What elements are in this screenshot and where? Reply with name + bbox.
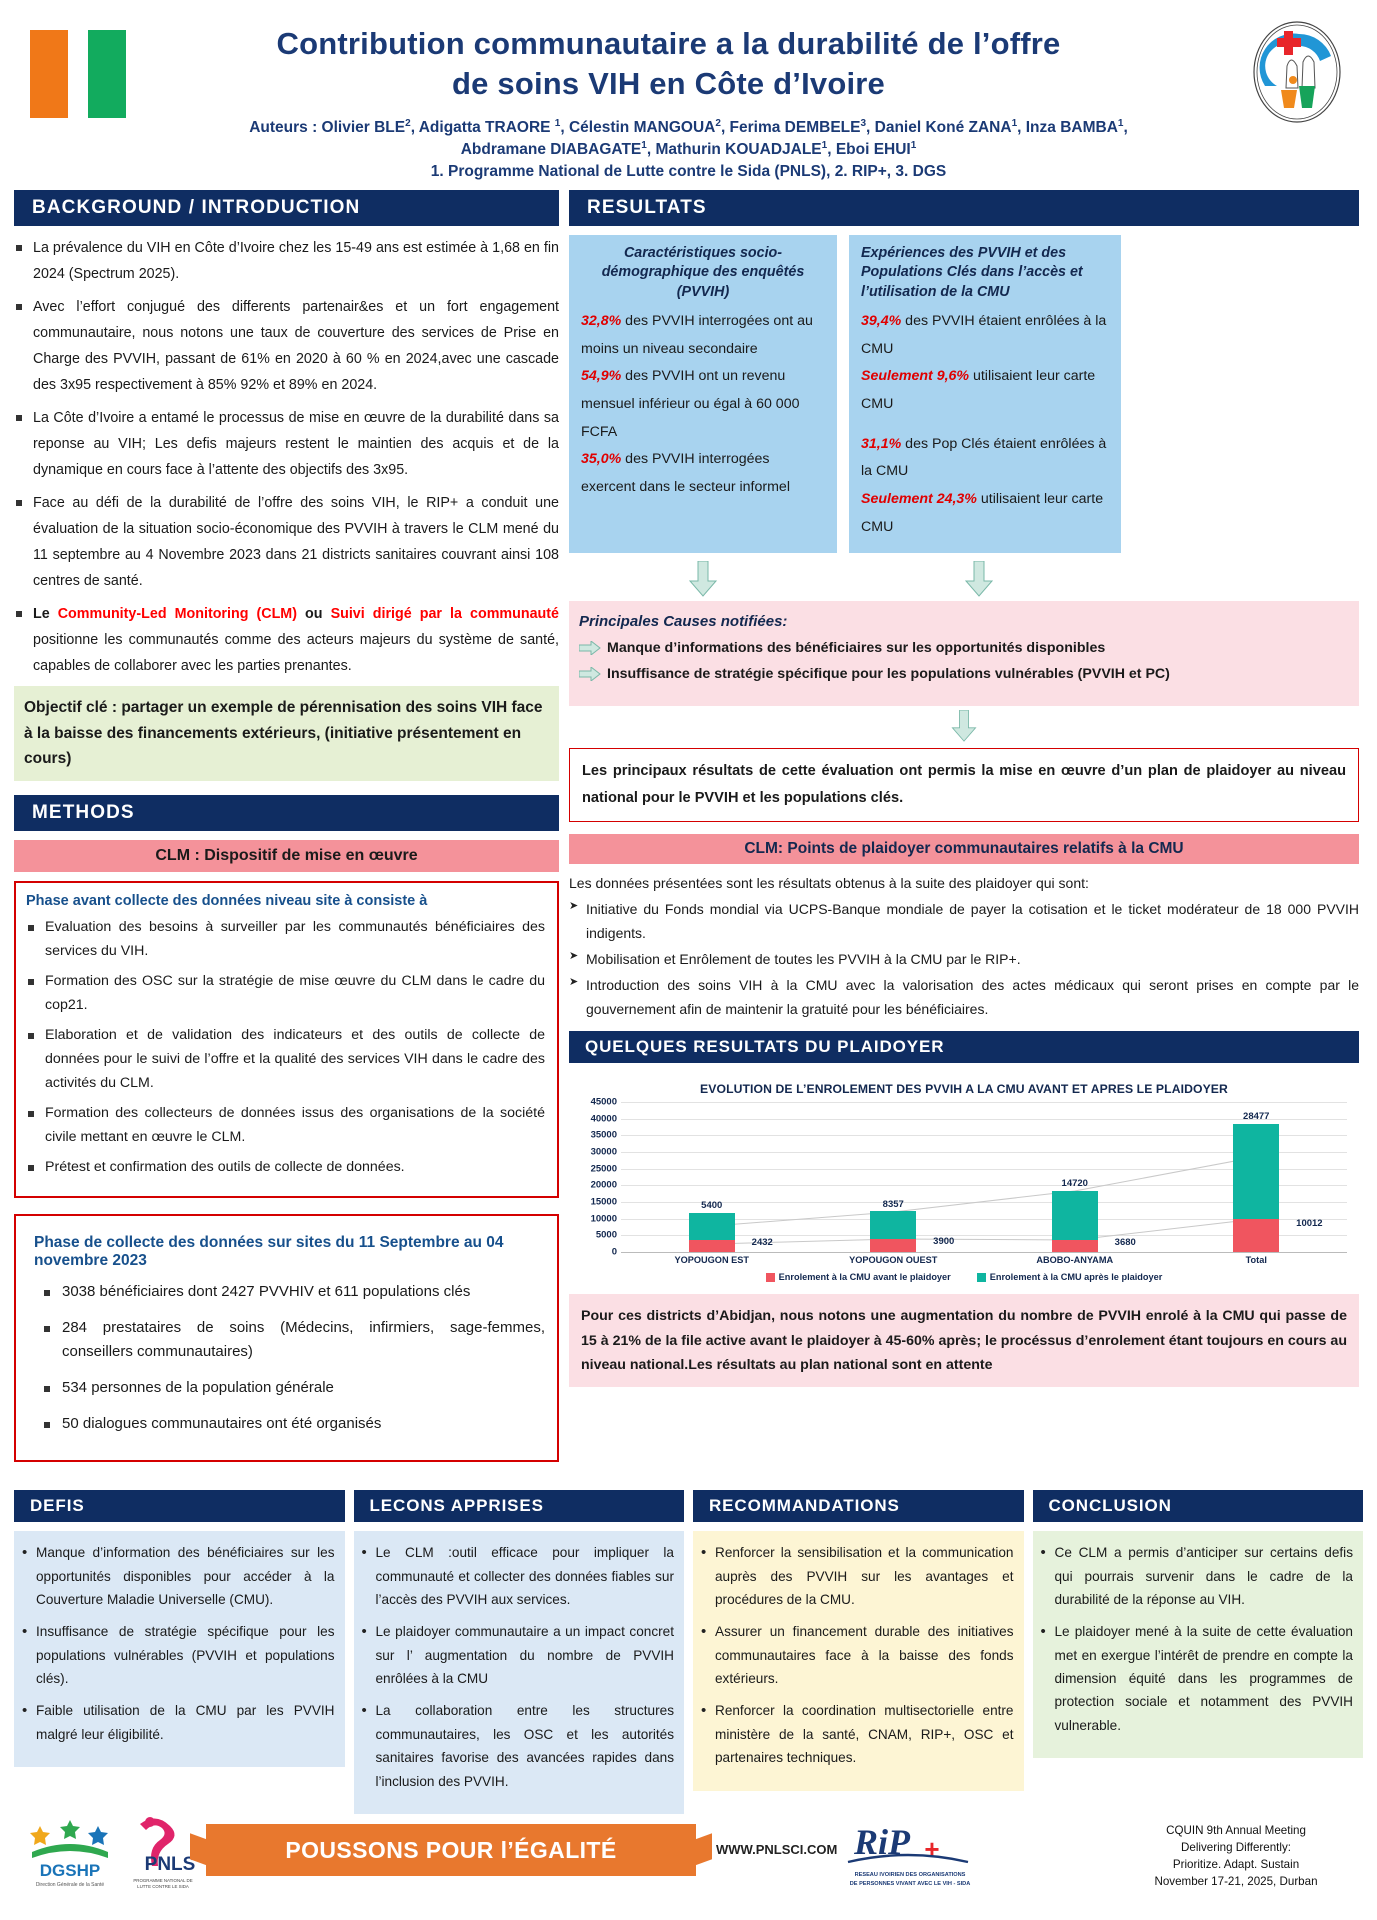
y-tick-label: 25000: [590, 1163, 617, 1175]
ministry-health-logo-icon: [1241, 16, 1353, 128]
down-arrow-icon: [950, 710, 978, 742]
flag-stripe-green: [88, 30, 126, 118]
banner-text: POUSSONS POUR l’ÉGALITÉ: [285, 1836, 617, 1863]
legend-swatch-icon: [766, 1273, 775, 1282]
bar-segment-after: [1052, 1191, 1098, 1240]
bar-label-before: 10012: [1296, 1217, 1323, 1229]
bar-segment-after: [1233, 1124, 1279, 1219]
clm-red-term-2: Suivi dirigé par la communauté: [330, 606, 559, 623]
y-tick-label: 5000: [595, 1229, 617, 1241]
stat-line: [861, 308, 1109, 363]
lecons-body: [354, 1531, 685, 1814]
list-item: ➤ Initiative du Fonds mondial via UCPS-Banque mondiale de payer la cotisation et le ticket modérateur de 18 000 PVVIH indigents.: [569, 897, 1359, 945]
arrow-slot-right: [837, 561, 1121, 597]
list-item: Formation des collecteurs de données issus des organisations de la société civile mettant en œuvre le CLM.: [26, 1101, 545, 1150]
list-item: • Renforcer la sensibilisation et la communication auprès des PVVIH sur les avantages et procédures de la CMU.: [699, 1541, 1014, 1611]
cause-item: [579, 666, 1345, 682]
causes-title: Principales Causes notifiées:: [579, 613, 788, 631]
x-axis-labels: [621, 1255, 1347, 1265]
bar-slot-yopougon-est: [621, 1102, 803, 1252]
bar-label-after: 28477: [1243, 1111, 1270, 1123]
list-item: • La collaboration entre les structures communautaires, les OSC et les autorités sanitaires favorise des avancées rapides dans l’inclusion des PVVIH.: [360, 1699, 675, 1793]
chart-legend: [575, 1272, 1353, 1282]
list-item: Avec l’effort conjugué des differents partenair&es et un fort engagement communautaire, nous notons une taux de couverture des services de Prise en Charge des PVVIH, passant de 61% en 2020 à 60 % en 2024,avec une cascade des 3x95 respectivement à 85% 92% et 89% en 2024.: [14, 294, 559, 398]
stat-label: utilisaient leur carte CMU: [861, 368, 1096, 412]
poster-title-line-1: Contribution communautaire a la durabilité de l’offre: [276, 26, 1061, 61]
key-objective-box: Objectif clé : partager un exemple de pérennisation des soins VIH face à la baisse des financements extérieurs, (initiative présentement en cours): [14, 686, 559, 781]
x-tick-label: YOPOUGON EST: [674, 1255, 750, 1266]
section-header-background: BACKGROUND / INTRODUCTION: [14, 190, 559, 226]
legend-entry-before: [766, 1272, 951, 1282]
section-header-defis: DEFIS: [14, 1490, 345, 1522]
legend-entry-after: [977, 1272, 1163, 1282]
stacked-bar: [1052, 1191, 1098, 1252]
stat-label: des PVVIH interrogées exercent dans le secteur informel: [581, 451, 790, 496]
stat-value: 32,8%: [581, 312, 622, 329]
x-tick-label: Total: [1245, 1255, 1267, 1266]
list-item: Elaboration et de validation des indicateurs et des outils de collecte de données pour le suivi de l’offre et la qualité des services VIH dans le cadre des activités du CLM.: [26, 1023, 545, 1096]
socio-demographic-card: [569, 235, 837, 553]
resultats-cards: [569, 235, 1359, 553]
bar-segment-after: [870, 1211, 916, 1239]
svg-text:LUTTE CONTRE LE SIDA: LUTTE CONTRE LE SIDA: [137, 1884, 189, 1889]
list-item: • Le CLM :outil efficace pour impliquer la communauté et collecter des données fiables sur l’accès des PVVIH aux services.: [360, 1541, 675, 1611]
enrolment-chart: [569, 1072, 1359, 1284]
main-results-conclusion-box: Les principaux résultats de cette évaluation ont permis la mise en œuvre d’un plan de plaidoyer au niveau national pour le PVVIH et les populations clés.: [569, 748, 1359, 822]
phase2-list: [26, 1280, 545, 1436]
conclusion-list: [1039, 1541, 1354, 1737]
y-tick-label: 0: [611, 1246, 617, 1258]
bar-segment-before: [870, 1239, 916, 1252]
stat-label: des PVVIH ont un revenu mensuel inférieur ou égal à 60 000 FCFA: [581, 368, 800, 440]
stat-value: Seulement 9,6%: [861, 368, 970, 385]
defis-body: [14, 1531, 345, 1767]
list-item: • Assurer un financement durable des initiatives communautaires face à la baisse des fonds extérieurs.: [699, 1620, 1014, 1690]
svg-text:DE PERSONNES VIVANT AVEC LE VI: DE PERSONNES VIVANT AVEC LE VIH - SIDA: [849, 1881, 971, 1887]
affiliations: 1. Programme National de Lutte contre le Sida (PNLS), 2. RIP+, 3. DGS: [430, 162, 947, 180]
list-item: 534 personnes de la population générale: [38, 1376, 545, 1400]
y-tick-label: 45000: [590, 1096, 617, 1108]
y-tick-label: 40000: [590, 1113, 617, 1125]
right-arrow-icon: [579, 667, 601, 681]
stat-line: [581, 363, 825, 446]
bar-label-before: 2432: [751, 1237, 773, 1249]
bar-label-after: 5400: [701, 1200, 723, 1212]
svg-text:Direction Générale de la Santé: Direction Générale de la Santé: [35, 1882, 105, 1888]
card-title: Caractéristiques socio-démographique des enquêtés (PVVIH): [601, 245, 805, 300]
cause-text: Insuffisance de stratégie spécifique pour les populations vulnérables (PVVIH et PC): [607, 666, 1170, 683]
y-tick-label: 20000: [590, 1179, 617, 1191]
conference-info: [1111, 1822, 1361, 1891]
bottom-sections: [0, 1478, 1377, 1814]
svg-text:DGSHP: DGSHP: [39, 1861, 101, 1880]
methods-phase1-box: [14, 881, 559, 1198]
website-url: WWW.PNLSCI.COM: [716, 1842, 838, 1857]
left-column: [14, 190, 559, 1478]
svg-text:RESEAU IVOIRIEN DES ORGANISATI: RESEAU IVOIRIEN DES ORGANISATIONS: [854, 1872, 966, 1878]
conference-line-2: Delivering Differently:: [1181, 1841, 1291, 1855]
right-arrow-icon: [579, 641, 601, 655]
section-header-conclusion: CONCLUSION: [1033, 1490, 1364, 1522]
card-title: Expériences des PVVIH et des Populations Clés dans l’accès et l’utilisation de la CMU: [861, 245, 1083, 300]
clm-pre: Le: [33, 606, 58, 623]
conference-line-4: November 17-21, 2025, Durban: [1154, 1875, 1318, 1889]
list-item: • Le plaidoyer communautaire a un impact concret sur l’ augmentation du nombre de PVVIH enrôlées à la CMU: [360, 1620, 675, 1690]
list-item: ➤ Introduction des soins VIH à la CMU avec la valorisation des actes médicaux qui seront prises en compte par le gouvernement afin de maintenir la gratuité pour les bénéficiaires.: [569, 973, 1359, 1021]
cause-item: [579, 640, 1345, 656]
list-item: Evaluation des besoins à surveiller par les communautés bénéficiaires des services du VIH.: [26, 915, 545, 964]
methods-phase2-box: [14, 1214, 559, 1462]
bar-label-before: 3680: [1114, 1237, 1136, 1249]
chart-plot-area: [590, 1096, 1347, 1258]
list-item: • Insuffisance de stratégie spécifique pour les populations vulnérables (PVVIH et populations clés).: [20, 1620, 335, 1690]
poster-footer: [0, 1802, 1377, 1920]
stat-label: utilisaient leur carte CMU: [861, 491, 1104, 535]
plaidoyer-list: [569, 897, 1359, 1021]
clm-advocacy-points-bar: CLM: Points de plaidoyer communautaires relatifs à la CMU: [569, 834, 1359, 864]
recommandations-body: [693, 1531, 1024, 1790]
x-tick-label: YOPOUGON OUEST: [849, 1255, 938, 1266]
section-recommandations: [693, 1490, 1024, 1790]
legend-swatch-icon: [977, 1273, 986, 1282]
section-conclusion: [1033, 1490, 1364, 1758]
chart-title: EVOLUTION DE L’ENROLEMENT DES PVVIH A LA CMU AVANT ET APRES LE PLAIDOYER: [700, 1082, 1228, 1097]
list-item: • Renforcer la coordination multisectorielle entre ministère de la santé, CNAM, RIP+, OSC et partenaires techniques.: [699, 1699, 1014, 1769]
plaidoyer-results-note: Pour ces districts d’Abidjan, nous notons une augmentation du nombre de PVVIH enrolé à la CMU qui passe de 15 à 21% de la file active avant le plaidoyer à 45-60% après; le procéssus d’enrolement étant toujours en cours au niveau national.Les résultats au plan national sont en attente: [569, 1294, 1359, 1387]
y-tick-label: 10000: [590, 1213, 617, 1225]
legend-label: Enrolement à la CMU après le plaidoyer: [989, 1272, 1163, 1283]
y-tick-label: 30000: [590, 1146, 617, 1158]
poster-body: [0, 190, 1377, 1478]
section-header-plaidoyer-results: QUELQUES RESULTATS DU PLAIDOYER: [569, 1031, 1359, 1063]
list-item: Prétest et confirmation des outils de collecte de données.: [26, 1155, 545, 1179]
list-item: ➤ Mobilisation et Enrôlement de toutes les PVVIH à la CMU par le RIP+.: [569, 947, 1359, 971]
svg-text:+: +: [924, 1834, 940, 1864]
section-header-lecons: LECONS APPRISES: [354, 1490, 685, 1522]
poster-header: [0, 0, 1377, 190]
section-header-resultats: RESULTATS: [569, 190, 1359, 226]
lecons-list: [360, 1541, 675, 1793]
stat-label: des Pop Clés étaient enrôlées à la CMU: [861, 435, 1107, 480]
stat-value: 54,9%: [581, 368, 622, 385]
cause-text: Manque d’informations des bénéficiaires sur les opportunités disponibles: [607, 640, 1106, 657]
background-bullet-list: [14, 235, 559, 679]
x-tick-label: ABOBO-ANYAMA: [1036, 1255, 1114, 1266]
list-item: 284 prestataires de soins (Médecins, infirmiers, sage-femmes, conseillers communautaires): [38, 1316, 545, 1364]
stat-value: Seulement 24,3%: [861, 491, 977, 508]
page-title: [150, 24, 1187, 105]
rip-plus-logo-icon: [840, 1814, 990, 1894]
list-item: • Ce CLM a permis d’anticiper sur certains defis qui pourrais survenir dans le cadre de la durabilité de la réponse au VIH.: [1039, 1541, 1354, 1611]
svg-text:PNLS: PNLS: [144, 1854, 196, 1875]
phase1-title: Phase avant collecte des données niveau site à consiste à: [26, 892, 428, 909]
list-item: • Manque d’information des bénéficiaires sur les opportunités disponibles pour accéder à la Couverture Maladie Universelle (CMU).: [20, 1541, 335, 1611]
bar-segment-before: [1233, 1219, 1279, 1252]
clm-post: positionne les communautés comme des acteurs majeurs du système de santé, capables de collaborer avec les parties prenantes.: [33, 632, 559, 675]
section-header-recommandations: RECOMMANDATIONS: [693, 1490, 1024, 1522]
flow-arrows-row: [569, 561, 1359, 597]
clm-red-term-1: Community-Led Monitoring (CLM): [57, 606, 297, 623]
cmu-experience-card: [849, 235, 1121, 553]
list-item: • Le plaidoyer mené à la suite de cette évaluation met en exergue l’intérêt de prendre en compte la dimension équité dans les programmes de protection sociale et notamment des PVVIH vulnerable.: [1039, 1620, 1354, 1737]
stat-line: [581, 446, 825, 501]
stacked-bar: [1233, 1124, 1279, 1252]
dgshp-logo-icon: [20, 1816, 120, 1890]
authors-line-2: Abdramane DIABAGATE$^1$, Mathurin KOUADJALE$^1$, Eboi EHUI$^1$: [460, 139, 917, 158]
stat-value: 39,4%: [861, 312, 902, 329]
conference-line-3: Prioritize. Adapt. Sustain: [1172, 1858, 1300, 1872]
plaidoyer-intro: Les données présentées sont les résultats obtenus à la suite des plaidoyer qui sont:: [569, 875, 1089, 892]
bar-group: [621, 1102, 1347, 1252]
stat-label: des PVVIH interrogées ont au moins un niveau secondaire: [581, 312, 813, 357]
y-tick-label: 15000: [590, 1196, 617, 1208]
conclusion-body: [1033, 1531, 1364, 1758]
stacked-bar: [689, 1213, 735, 1252]
causes-panel: [569, 601, 1359, 706]
stacked-bar: [870, 1211, 916, 1252]
conference-line-1: CQUIN 9th Annual Meeting: [1166, 1824, 1306, 1837]
arrow-slot-center: [569, 710, 1359, 742]
flag-stripe-orange: [30, 30, 68, 118]
section-lecons: [354, 1490, 685, 1814]
authors-line-1: Auteurs : Olivier BLE$^2$, Adigatta TRAORE $^1$, Célestin MANGOUA$^2$, Ferima DEMBELE$^3$, Daniel Koné ZANA$^1$, Inza BAMBA$^1$, Abdramane DIABAGATE$^1$, Mathurin KOUADJALE$^1$, Eboi EHUI$^1$: [249, 117, 1128, 158]
bar-label-before: 3900: [933, 1235, 955, 1247]
right-column: [569, 190, 1359, 1387]
list-item: 50 dialogues communautaires ont été organisés: [38, 1412, 545, 1436]
poster-title-line-2: de soins VIH en Côte d’Ivoire: [451, 66, 885, 102]
spacer: [861, 419, 1109, 431]
stat-line: [861, 363, 1109, 418]
recommandations-list: [699, 1541, 1014, 1769]
bar-label-after: 14720: [1061, 1178, 1088, 1189]
defis-list: [20, 1541, 335, 1746]
bar-segment-before: [1052, 1240, 1098, 1252]
section-defis: [14, 1490, 345, 1767]
list-item: La Côte d’Ivoire a entamé le processus de mise en œuvre de la durabilité dans sa reponse au VIH; Les defis majeurs restent le maintien des acquis et de la dynamique en cours face à l’attente des objectifs des 3x95.: [14, 405, 559, 483]
bar-slot-abobo-anyama: [984, 1102, 1166, 1252]
down-arrow-icon: [689, 561, 717, 597]
stat-label: des PVVIH étaient enrôlées à la CMU: [861, 312, 1107, 357]
arrow-slot-left: [569, 561, 837, 597]
y-axis-labels: [575, 1096, 617, 1258]
bar-slot-yopougon-ouest: [803, 1102, 985, 1252]
list-item-clm: [14, 601, 559, 679]
stat-value: 31,1%: [861, 435, 902, 452]
y-tick-label: 35000: [590, 1129, 617, 1141]
bar-label-after: 8357: [882, 1198, 904, 1210]
methods-pink-subtitle: CLM : Dispositif de mise en œuvre: [14, 840, 559, 872]
list-item: Formation des OSC sur la stratégie de mise œuvre du CLM dans le cadre du cop21.: [26, 969, 545, 1018]
legend-label: Enrolement à la CMU avant le plaidoyer: [778, 1272, 951, 1283]
list-item: La prévalence du VIH en Côte d’Ivoire chez les 15-49 ans est estimée à 1,68 en fin 2024 (Spectrum 2025).: [14, 235, 559, 287]
svg-text:RiP: RiP: [853, 1822, 911, 1862]
bar-slot-total: [1166, 1102, 1348, 1252]
phase1-list: [26, 915, 545, 1179]
stat-line: [581, 308, 825, 363]
equality-banner: [206, 1824, 696, 1876]
down-arrow-icon: [965, 561, 993, 597]
svg-text:PROGRAMME NATIONAL DE: PROGRAMME NATIONAL DE: [133, 1878, 193, 1883]
list-item: Face au défi de la durabilité de l’offre des soins VIH, le RIP+ a conduit une évaluation de la situation socio-économique des PVVIH à travers le CLM mené du 11 septembre au 4 Novembre 2023 dans 21 districts sanitaires couvrant ainsi 108 centres de santé.: [14, 490, 559, 594]
stat-line: [861, 431, 1109, 486]
bar-segment-after: [689, 1213, 735, 1240]
phase2-title: Phase de collecte des données sur sites du 11 Septembre au 04 novembre 2023: [34, 1234, 504, 1270]
clm-mid: ou: [296, 606, 331, 623]
stat-line: [861, 486, 1109, 541]
x-axis-line: [621, 1252, 1347, 1253]
stat-value: 35,0%: [581, 451, 622, 468]
section-header-methods: METHODS: [14, 795, 559, 831]
bar-segment-before: [689, 1240, 735, 1252]
list-item: 3038 bénéficiaires dont 2427 PVVHIV et 611 populations clés: [38, 1280, 545, 1304]
list-item: • Faible utilisation de la CMU par les PVVIH malgré leur éligibilité.: [20, 1699, 335, 1746]
